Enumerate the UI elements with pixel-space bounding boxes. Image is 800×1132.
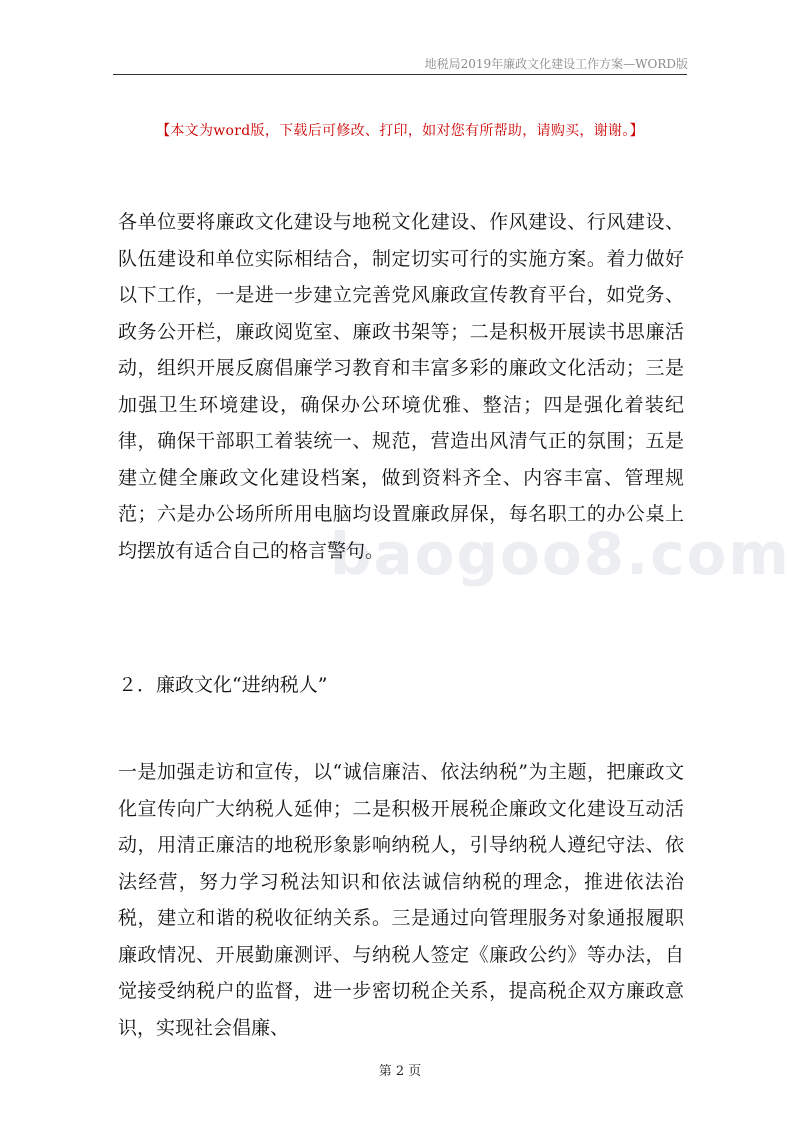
document-header-title: 地税局2019年廉政文化建设工作方案—WORD版 — [424, 57, 688, 71]
watermark: baogoo8.com — [330, 520, 791, 588]
page-number: 第 2 页 — [378, 1064, 422, 1079]
header-divider — [113, 74, 687, 75]
body-paragraph-2: 一是加强走访和宣传，以“诚信廉洁、依法纳税”为主题，把廉政文化宣传向广大纳税人延伸；二是积极开展税企廉政文化建设互动活动，用清正廉洁的地税形象影响纳税人，引导纳税人遵纪守法、依法经营，努力学习税法知识和依法诚信纳税的理念，推进依法治税，建立和谐的税收征纳关系。三是通过向管理服务对象通报履职廉政情况、开展勤廉测评、与纳税人签定《廉政公约》等办法，自觉接受纳税户的监督，进一步密切税企关系，提高税企双方廉政意识，实现社会倡廉、 — [118, 761, 684, 1039]
body-paragraph-1: 各单位要将廉政文化建设与地税文化建设、作风建设、行风建设、队伍建设和单位实际相结合，制定切实可行的实施方案。着力做好以下工作，一是进一步建立完善党风廉政宣传教育平台，如党务、政务公开栏，廉政阅览室、廉政书架等；二是积极开展读书思廉活动，组织开展反腐倡廉学习教育和丰富多彩的廉政文化活动；三是加强卫生环境建设，确保办公环境优雅、整洁；四是强化着装纪律，确保干部职工着装统一、规范，营造出风清气正的氛围；五是建立健全廉政文化建设档案，做到资料齐全、内容丰富、管理规范；六是办公场所所用电脑均设置廉政屏保，每名职工的办公桌上均摆放有适合自己的格言警句。 — [118, 211, 684, 562]
download-notice: 【本文为word版，下载后可修改、打印，如对您有所帮助，请购买，谢谢。】 — [156, 123, 644, 139]
section-heading-2: ２．廉政文化“进纳税人” — [118, 674, 328, 696]
